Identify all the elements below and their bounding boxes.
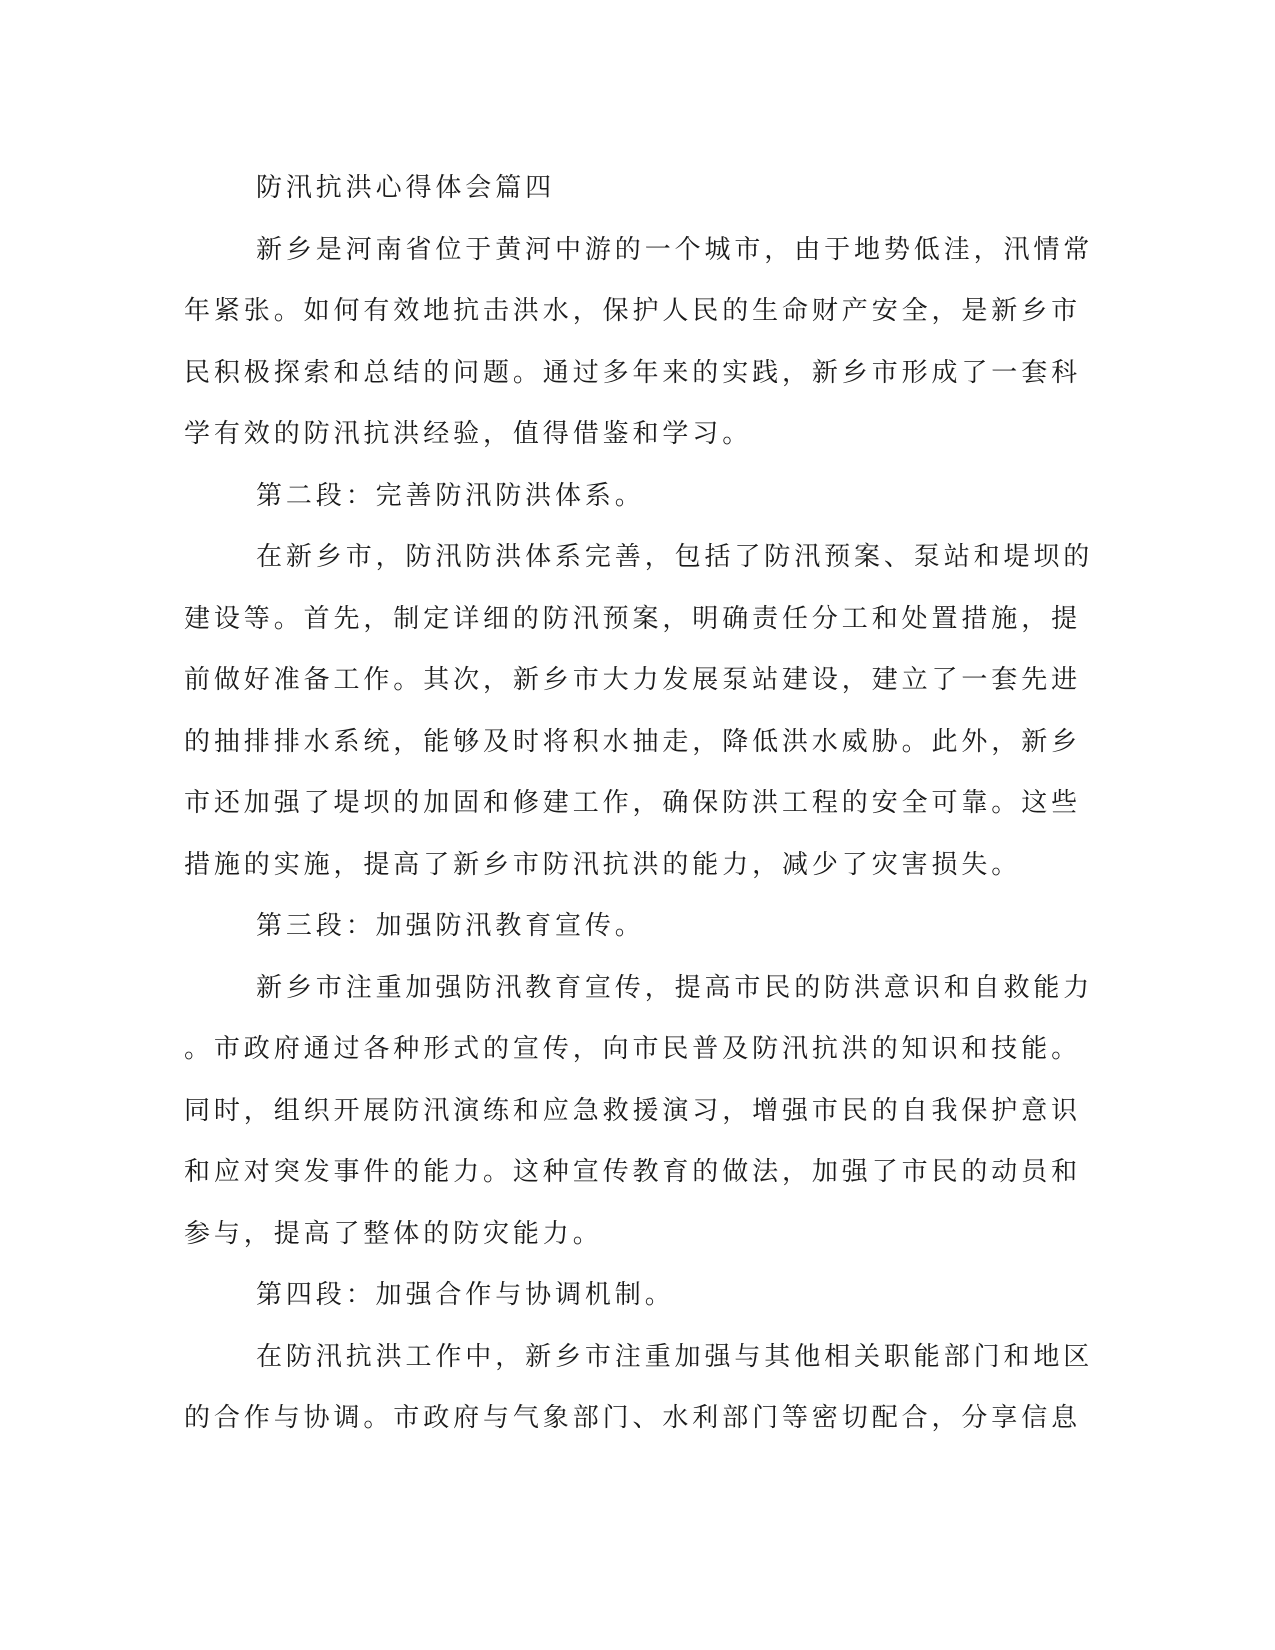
- text-line: 。市政府通过各种形式的宣传，向市民普及防汛抗洪的知识和技能。: [184, 1034, 1082, 1064]
- text-line: 同时，组织开展防汛演练和应急救援演习，增强市民的自我保护意识: [184, 1095, 1082, 1126]
- text-line: 年紧张。如何有效地抗击洪水，保护人民的生命财产安全，是新乡市: [184, 296, 1082, 326]
- text-line: 在防汛抗洪工作中，新乡市注重加强与其他相关职能部门和地区: [256, 1341, 1094, 1372]
- text-line: 建设等。首先，制定详细的防汛预案，明确责任分工和处置措施，提: [184, 603, 1082, 634]
- document-heading: 防汛抗洪心得体会篇四: [256, 173, 556, 203]
- text-line: 学有效的防汛抗洪经验，值得借鉴和学习。: [184, 419, 753, 449]
- text-line: 市还加强了堤坝的加固和修建工作，确保防洪工程的安全可靠。这些: [184, 788, 1082, 818]
- text-line: 的抽排排水系统，能够及时将积水抽走，降低洪水威胁。此外，新乡: [184, 726, 1082, 757]
- text-line: 前做好准备工作。其次，新乡市大力发展泵站建设，建立了一套先进: [184, 665, 1082, 695]
- text-line: 和应对突发事件的能力。这种宣传教育的做法，加强了市民的动员和: [184, 1157, 1082, 1187]
- text-line: 民积极探索和总结的问题。通过多年来的实践，新乡市形成了一套科: [184, 357, 1082, 388]
- section-heading: 第二段：完善防汛防洪体系。: [256, 480, 645, 511]
- section-heading: 第四段：加强合作与协调机制。: [256, 1280, 675, 1310]
- section-heading: 第三段：加强防汛教育宣传。: [256, 911, 645, 941]
- text-line: 新乡市注重加强防汛教育宣传，提高市民的防洪意识和自救能力: [256, 972, 1094, 1003]
- text-line: 在新乡市，防汛防洪体系完善，包括了防汛预案、泵站和堤坝的: [256, 542, 1094, 572]
- text-line: 措施的实施，提高了新乡市防汛抗洪的能力，减少了灾害损失。: [184, 849, 1022, 880]
- document-body: [184, 158, 1094, 1450]
- text-line: 的合作与协调。市政府与气象部门、水利部门等密切配合，分享信息: [184, 1403, 1082, 1433]
- text-line: 新乡是河南省位于黄河中游的一个城市，由于地势低洼，汛情常: [256, 234, 1094, 265]
- text-line: 参与，提高了整体的防灾能力。: [184, 1218, 603, 1249]
